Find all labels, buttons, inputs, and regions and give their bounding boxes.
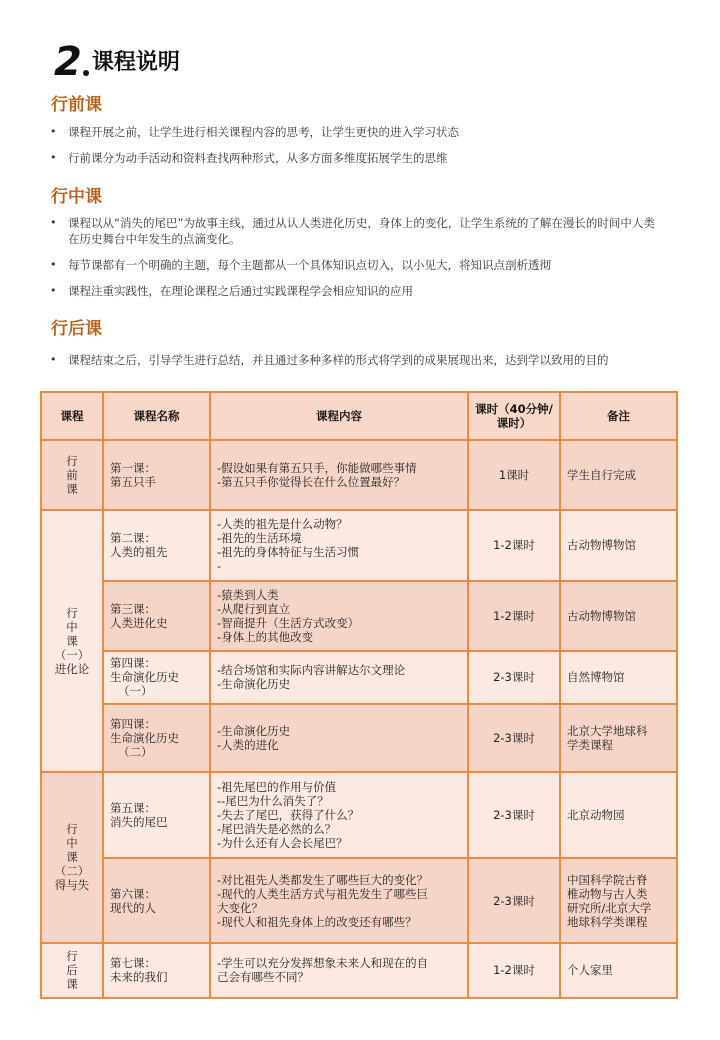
note-cell: 古动物博物馆 — [560, 510, 677, 580]
table-row — [41, 440, 677, 510]
hours-cell: 1-2课时 — [468, 510, 560, 580]
course-name-cell: 第四课： 生命演化历史 （二） — [103, 704, 210, 772]
course-content-cell: -对比祖先人类都发生了哪些巨大的变化？ -现代的人类生活方式与祖先发生了哪些巨 大变化？ -现代人和祖先身体上的改变还有哪些？ — [210, 858, 468, 942]
course-content-cell: -祖先尾巴的作用与价值 --尾巴为什么消失了？ -失去了尾巴，获得了什么？ -尾巴消失是必然的么？ -为什么还有人会长尾巴？ — [210, 772, 468, 858]
course-name-cell: 第四课： 生命演化历史 （一） — [103, 651, 210, 704]
course-name-cell: 第二课： 人类的祖先 — [103, 510, 210, 580]
stage-cell: 行 后 课 — [41, 943, 103, 998]
title-dot — [83, 70, 89, 76]
note-cell: 中国科学院古脊 椎动物与古人类 研究所/北京大学 地球科学类课程 — [560, 858, 677, 942]
course-content-cell: -结合场馆和实际内容讲解达尔文理论 -生命演化历史 — [210, 651, 468, 704]
table-row — [41, 772, 677, 858]
table-header: 课程内容 — [210, 392, 468, 440]
table-header: 课程名称 — [103, 392, 210, 440]
course-name-cell: 第一课： 第五只手 — [103, 440, 210, 510]
bullet-item: • 课程以从“消失的尾巴”为故事主线，通过从认人类进化历史，身体上的变化，让学生系统的了解在漫长的时间中人类在历史舞台中年发生的点滴变化。 — [50, 215, 662, 247]
page-title — [54, 38, 180, 85]
bullet-list-pre — [50, 124, 662, 166]
course-content-cell: -生命演化历史 -人类的进化 — [210, 704, 468, 772]
bullet-list-during — [50, 215, 662, 299]
bullet-item: • 课程开展之前，让学生进行相关课程内容的思考，让学生更快的进入学习状态 — [50, 124, 662, 140]
table-row — [41, 704, 677, 772]
course-name-cell: 第三课： 人类进化史 — [103, 581, 210, 651]
stage-cell: 行 中 课 （二） 得与失 — [41, 772, 103, 943]
table-row — [41, 858, 677, 942]
hours-cell: 2-3课时 — [468, 772, 560, 858]
stage-cell: 行 中 课 （一） 进化论 — [41, 510, 103, 772]
course-content-cell: -猿类到人类 -从爬行到直立 -智商提升（生活方式改变） -身体上的其他改变 — [210, 581, 468, 651]
section-heading-during: 行中课 — [51, 187, 102, 207]
note-cell: 个人家里 — [560, 943, 677, 998]
bullet-item: • 每节课都有一个明确的主题，每个主题都从一个具体知识点切入，以小见大，将知识点剖析透彻 — [50, 257, 662, 273]
note-cell: 北京动物园 — [560, 772, 677, 858]
table-row — [41, 510, 677, 580]
table-header: 课程 — [41, 392, 103, 440]
hours-cell: 2-3课时 — [468, 651, 560, 704]
hours-cell: 2-3课时 — [468, 704, 560, 772]
bullet-list-post — [50, 352, 662, 368]
note-cell: 自然博物馆 — [560, 651, 677, 704]
title-number: 2 — [54, 39, 81, 85]
course-name-cell: 第五课： 消失的尾巴 — [103, 772, 210, 858]
course-content-cell: -学生可以充分发挥想象未来人和现在的自 己会有哪些不同？ — [210, 943, 468, 998]
stage-cell: 行 前 课 — [41, 440, 103, 510]
table-header-row — [41, 392, 677, 440]
note-cell: 古动物博物馆 — [560, 581, 677, 651]
hours-cell: 1课时 — [468, 440, 560, 510]
bullet-item: • 课程结束之后，引导学生进行总结，并且通过多种多样的形式将学到的成果展现出来，达到学以致用的目的 — [50, 352, 662, 368]
table-header: 备注 — [560, 392, 677, 440]
table-row — [41, 651, 677, 704]
bullet-item: • 行前课分为动手活动和资料查找两种形式，从多方面多维度拓展学生的思维 — [50, 150, 662, 166]
hours-cell: 2-3课时 — [468, 858, 560, 942]
title-text: 课程说明 — [91, 50, 180, 75]
table-header: 课时（40分钟/课时） — [468, 392, 560, 440]
course-name-cell: 第六课： 现代的人 — [103, 858, 210, 942]
section-heading-pre: 行前课 — [51, 95, 102, 115]
table-row — [41, 943, 677, 998]
note-cell: 北京大学地球科 学类课程 — [560, 704, 677, 772]
course-content-cell: -人类的祖先是什么动物？ -祖先的生活环境 -祖先的身体特征与生活习惯 - — [210, 510, 468, 580]
hours-cell: 1-2课时 — [468, 943, 560, 998]
course-content-cell: -假设如果有第五只手，你能做哪些事情 -第五只手你觉得长在什么位置最好？ — [210, 440, 468, 510]
section-heading-post: 行后课 — [51, 319, 102, 339]
table-row — [41, 581, 677, 651]
course-name-cell: 第七课： 未来的我们 — [103, 943, 210, 998]
bullet-item: • 课程注重实践性，在理论课程之后通过实践课程学会相应知识的应用 — [50, 283, 662, 299]
course-table — [40, 391, 678, 999]
hours-cell: 1-2课时 — [468, 581, 560, 651]
note-cell: 学生自行完成 — [560, 440, 677, 510]
